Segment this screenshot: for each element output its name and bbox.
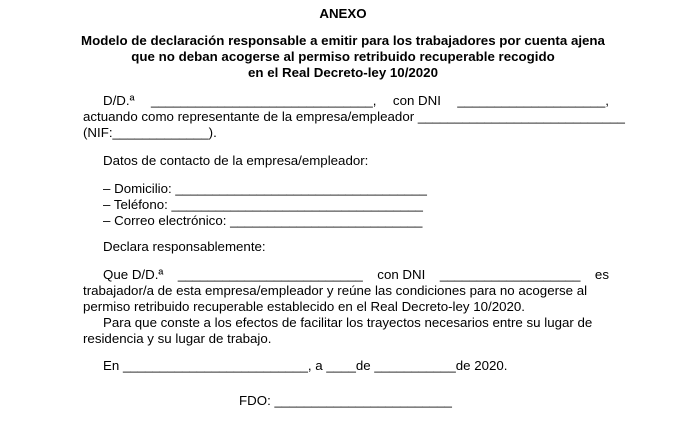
subtitle-line-2: que no deban acogerse al permiso retribuido recuperable recogido (131, 49, 555, 64)
subtitle-line-3: en el Real Decreto-ley 10/2020 (248, 65, 438, 80)
intro-line-2: actuando como representante de la empresa/empleador ____________________________ (83, 109, 625, 124)
que-label: Que D/D.ª (103, 267, 164, 282)
statement-line-3: permiso retribuido recuperable establecido en el Real Decreto-ley 10/2020. (83, 299, 526, 314)
purpose-line-1: Para que conste a los efectos de facilitar los trayectos necesarios entre su lugar de (103, 315, 593, 330)
worker-name-blank: _________________________ (177, 267, 363, 282)
declares-heading: Declara responsablemente: (103, 239, 266, 254)
contact-email: – Correo electrónico: __________________________ (103, 213, 423, 228)
statement-line-1 (103, 267, 609, 283)
dd-label: D/D.ª (103, 93, 135, 108)
name-blank: ______________________________, (150, 93, 377, 108)
place-date-line: En _________________________, a ____de ___________de 2020. (103, 358, 508, 373)
intro-line-3: (NIF:_____________). (83, 125, 217, 140)
dni-label: con DNI (392, 93, 441, 108)
contact-phone: – Teléfono: __________________________________ (103, 197, 423, 212)
dni-blank: ____________________, (457, 93, 609, 108)
annex-title: ANEXO (319, 6, 367, 21)
es-label: es (594, 267, 609, 282)
purpose-line-2: residencia y su lugar de trabajo. (83, 331, 272, 346)
contact-heading: Datos de contacto de la empresa/empleador: (103, 153, 369, 168)
statement-line-2: trabajador/a de esta empresa/empleador y reúne las condiciones para no acogerse al (83, 283, 588, 298)
subtitle-line-1: Modelo de declaración responsable a emitir para los trabajadores por cuenta ajena (81, 33, 605, 48)
intro-line-1 (103, 93, 609, 109)
worker-dni-label: con DNI (377, 267, 426, 282)
contact-address: – Domicilio: __________________________________ (103, 181, 427, 196)
worker-dni-blank: ___________________ (439, 267, 581, 282)
signature-line: FDO: ________________________ (239, 393, 452, 408)
